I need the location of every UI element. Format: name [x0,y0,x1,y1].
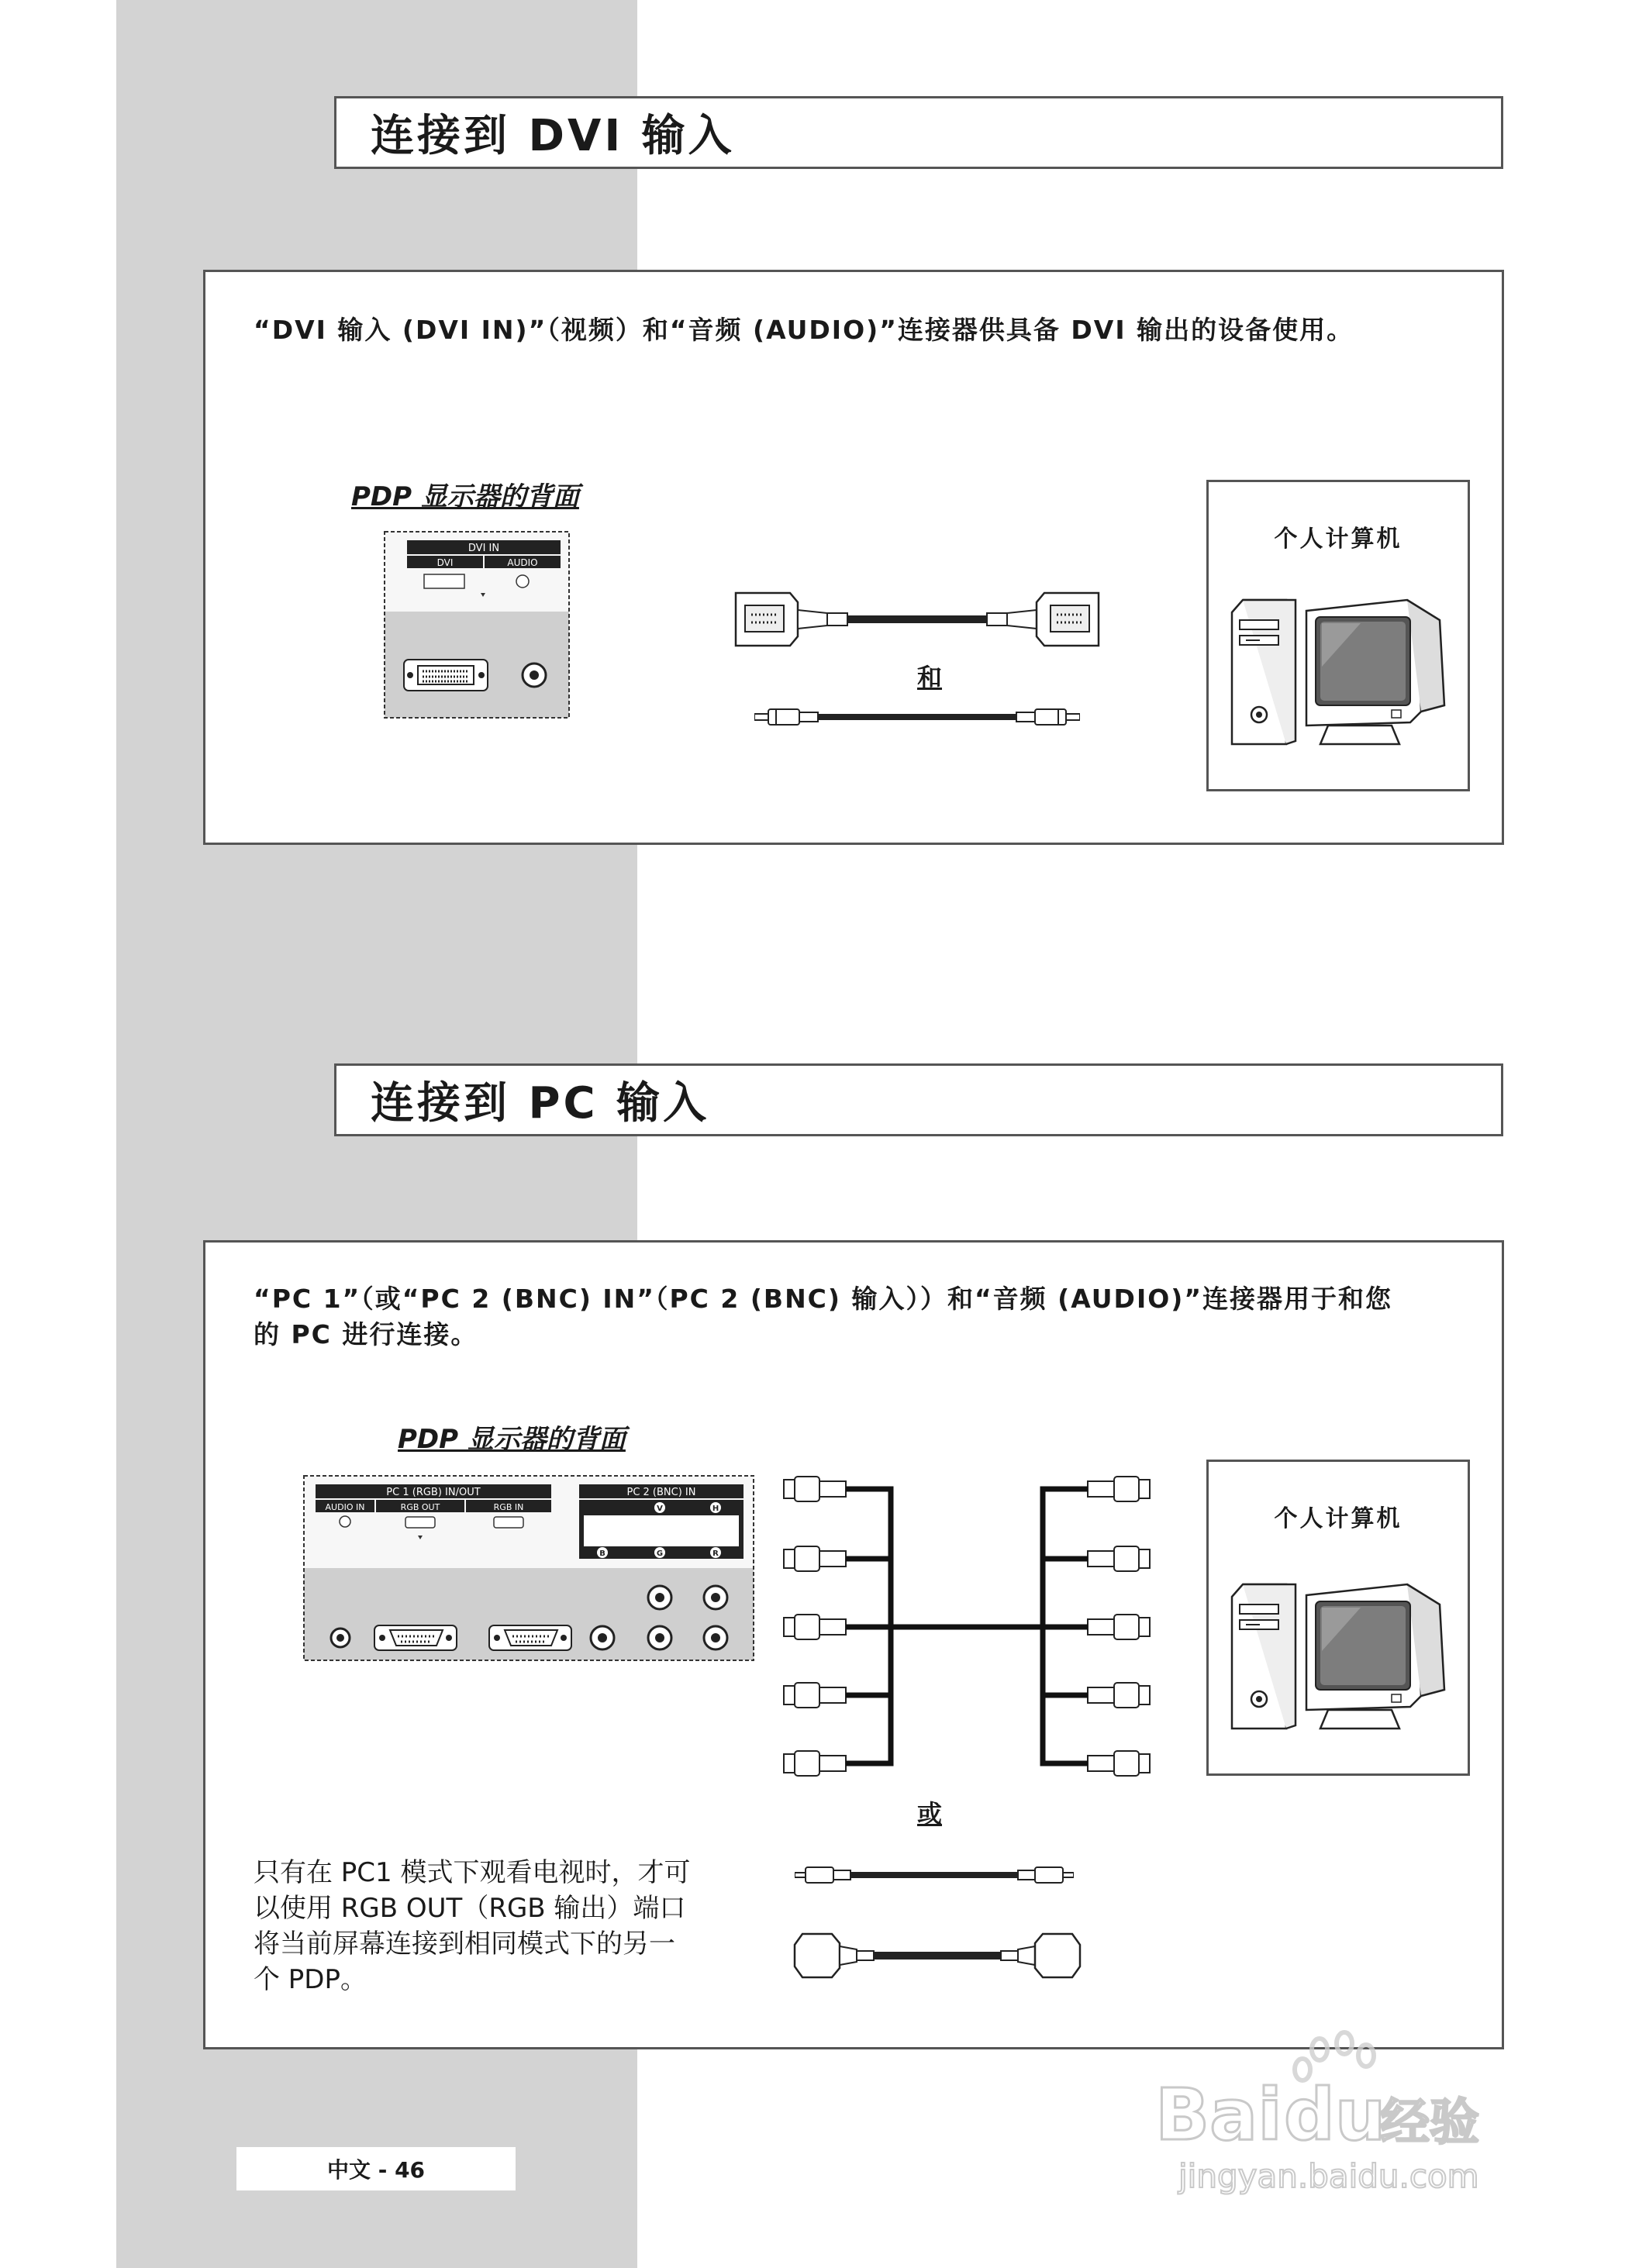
pc-note-line-3: 将当前屏幕连接到相同模式下的另一 [254,1928,675,1960]
pc1-label-rgb-out: RGB OUT [400,1502,440,1512]
section-dvi-panel [203,270,1504,845]
computer-icon [1229,1573,1451,1746]
pc2-letter-v: V [657,1505,663,1513]
pc-rear-label: PDP 显示器的背面 [398,1424,626,1455]
dvi-jack-panel-illustration [384,531,570,719]
section-pc-description-line1: “PC 1”（或“PC 2 (BNC) IN”（PC 2 (BNC) 输入））和“音频 (AUDIO)”连接器用于和您 [254,1284,1393,1314]
baidu-watermark-logo [1147,2015,1520,2201]
pc-pc-label: 个人计算机 [1274,1505,1402,1532]
dvi-rear-label: PDP 显示器的背面 [351,481,579,512]
dvi-cable-illustration [731,582,1103,655]
pc2-letter-r: R [712,1549,719,1558]
pc2-letter-g: G [656,1549,664,1558]
section-pc-panel [203,1240,1504,2049]
dvi-pc-label: 个人计算机 [1274,526,1402,553]
pc1-label-audio-in: AUDIO IN [325,1502,365,1512]
pc-pc-box [1206,1460,1470,1776]
dvi-panel-label-audio: AUDIO [507,557,538,568]
pc2-panel-header: PC 2 (BNC) IN [626,1487,696,1498]
pc-conjunction: 或 [917,1799,943,1829]
pc2-letter-b: B [599,1549,605,1558]
svg-text:经验: 经验 [1380,2094,1479,2152]
pc1-panel-header: PC 1 (RGB) IN/OUT [386,1487,481,1498]
bnc-cable-illustration [782,1472,1151,1782]
svg-text:jingyan.baidu.com: jingyan.baidu.com [1178,2157,1479,2195]
computer-icon [1229,589,1451,761]
section-dvi-description: “DVI 输入 (DVI IN)”（视频）和“音频 (AUDIO)”连接器供具备 DVI 输出的设备使用。 [254,315,1354,345]
svg-text:du: du [1284,2073,1386,2156]
page-number: 中文 - 46 [326,2157,426,2183]
dvi-audio-cable-illustration [754,701,1080,732]
pc-note-line-2: 以使用 RGB OUT（RGB 输出）端口 [254,1893,686,1924]
pc2-letter-h: H [712,1505,719,1513]
pc-audio-cable-illustration [795,1860,1074,1891]
svg-text:Bai: Bai [1155,2073,1282,2156]
section-pc-title: 连接到 PC 输入 [371,1078,710,1129]
dvi-panel-header: DVI IN [467,543,500,554]
pc-note-line-1: 只有在 PC1 模式下观看电视时，才可 [254,1857,691,1888]
pc-note-line-4: 个 PDP。 [254,1964,367,1995]
section-pc-title-box [334,1063,1503,1136]
page-footer [236,2147,516,2190]
section-dvi-title: 连接到 DVI 输入 [371,111,735,161]
section-pc-description-line2: 的 PC 进行连接。 [254,1319,478,1349]
pc1-label-rgb-in: RGB IN [493,1502,524,1512]
dvi-panel-label-dvi: DVI [436,557,454,568]
dvi-pc-box [1206,480,1470,791]
dvi-conjunction: 和 [917,663,943,692]
pc-jack-panel-illustration [303,1475,754,1661]
pc-vga-cable-illustration [792,1928,1083,1984]
section-dvi-title-box [334,96,1503,169]
